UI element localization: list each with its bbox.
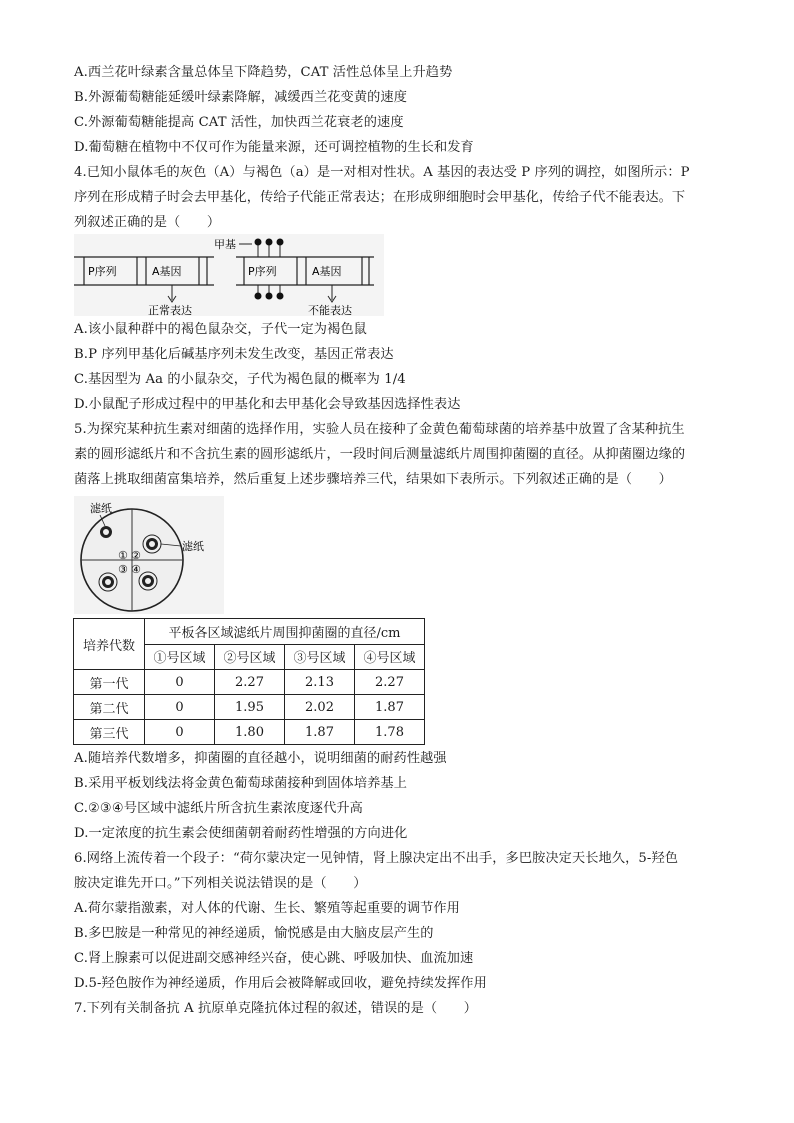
petri-dish-diagram [74,496,224,614]
table-row [74,670,425,695]
q5-stem-line-1: 5.为探究某种抗生素对细菌的选择作用，实验人员在接种了金黄色葡萄球菌的培养基中放置了含某种抗生 [74,422,685,437]
cell-value: 0 [145,670,215,695]
q7-stem: 7.下列有关制备抗 A 抗原单克隆抗体过程的叙述，错误的是（ ） [74,1001,478,1016]
filter-paper-label-top: 滤纸 [90,502,112,515]
q4-stem-line-2: 序列在形成精子时会去甲基化，传给子代能正常表达；在形成卵细胞时会甲基化，传给子代不能表达。下 [74,190,686,205]
cell-value: 1.87 [355,695,425,720]
cell-value: 2.27 [215,670,285,695]
q4-stem-line-1: 4.已知小鼠体毛的灰色（A）与褐色（a）是一对相对性状。A 基因的表达受 P 序列的调控，如图所示：P [74,165,690,180]
q6-stem-line-2: 胺决定谁先开口。”下列相关说法错误的是（ ） [74,876,367,891]
row-label: 第二代 [74,695,145,720]
q5-option-c: C.②③④号区域中滤纸片所含抗生素浓度逐代升高 [74,801,363,816]
q3-option-c: C.外源葡萄糖能提高 CAT 活性，加快西兰花衰老的速度 [74,115,404,130]
filter-paper-disc-1 [100,526,112,538]
inhibition-zone-table [73,618,425,745]
q6-option-c: C.肾上腺素可以促进副交感神经兴奋，使心跳、呼吸加快、血流加速 [74,951,474,966]
q5-option-b: B.采用平板划线法将金黄色葡萄球菌接种到固体培养基上 [74,776,407,791]
q3-option-a: A.西兰花叶绿素含量总体呈下降趋势，CAT 活性总体呈上升趋势 [74,65,453,80]
q4-option-d: D.小鼠配子形成过程中的甲基化和去甲基化会导致基因选择性表达 [74,397,461,412]
region-3-label: ③ [118,563,128,576]
cell-value: 0 [145,720,215,745]
methyl-label: 甲基 [214,238,236,251]
row-label: 第一代 [74,670,145,695]
q4-stem-line-3: 列叙述正确的是（ ） [74,215,221,230]
table-group-header: 平板各区域滤纸片周围抑菌圈的直径/cm [145,619,425,645]
cell-value: 1.80 [215,720,285,745]
cell-value: 2.02 [285,695,355,720]
cell-value: 1.87 [285,720,355,745]
a-gene-label-left: A基因 [152,265,182,278]
q5-stem-line-2: 素的圆形滤纸片和不含抗生素的圆形滤纸片，一段时间后测量滤纸片周围抑菌圈的直径。从抑菌圈边缘的 [74,447,686,462]
q5-option-d: D.一定浓度的抗生素会使细菌朝着耐药性增强的方向进化 [74,826,408,841]
filter-paper-label-right: 滤纸 [182,540,204,553]
q6-option-a: A.荷尔蒙指激素，对人体的代谢、生长、繁殖等起重要的调节作用 [74,901,460,916]
region-1-label: ① [118,549,128,562]
p-sequence-label-left: P序列 [88,265,117,278]
q6-stem-line-1: 6.网络上流传着一个段子：“荷尔蒙决定一见钟情，肾上腺决定出不出手，多巴胺决定天长地久，5-羟色 [74,851,679,866]
table-row-header: 培养代数 [74,619,145,670]
region-4-label: ④ [131,563,141,576]
a-gene-label-right: A基因 [312,265,342,278]
q3-option-b: B.外源葡萄糖能延缓叶绿素降解，减缓西兰花变黄的速度 [74,90,407,105]
q4-option-a: A.该小鼠种群中的褐色鼠杂交，子代一定为褐色鼠 [74,322,367,337]
normal-expression-label: 正常表达 [148,304,192,316]
not-expressed-label: 不能表达 [308,304,352,316]
q5-option-a: A.随培养代数增多，抑菌圈的直径越小，说明细菌的耐药性越强 [74,751,447,766]
cell-value: 2.27 [355,670,425,695]
table-row [74,695,425,720]
column-header-region-2: ②号区域 [215,644,285,670]
cell-value: 1.95 [215,695,285,720]
column-header-region-4: ④号区域 [355,644,425,670]
cell-value: 2.13 [285,670,355,695]
q6-option-d: D.5-羟色胺作为神经递质，作用后会被降解或回收，避免持续发挥作用 [74,976,487,991]
q6-option-b: B.多巴胺是一种常见的神经递质，愉悦感是由大脑皮层产生的 [74,926,434,941]
table-row [74,720,425,745]
cell-value: 0 [145,695,215,720]
column-header-region-1: ①号区域 [145,644,215,670]
p-sequence-label-right: P序列 [248,265,277,278]
q3-option-d: D.葡萄糖在植物中不仅可作为能量来源，还可调控植物的生长和发育 [74,140,474,155]
region-2-label: ② [131,549,141,562]
cell-value: 1.78 [355,720,425,745]
q5-stem-line-3: 菌落上挑取细菌富集培养，然后重复上述步骤培养三代，结果如下表所示。下列叙述正确的是（ ） [74,472,672,487]
column-header-region-3: ③号区域 [285,644,355,670]
methylation-diagram [74,234,384,316]
q4-option-b: B.P 序列甲基化后碱基序列未发生改变，基因正常表达 [74,347,394,362]
q4-option-c: C.基因型为 Aa 的小鼠杂交，子代为褐色鼠的概率为 1/4 [74,372,406,387]
row-label: 第三代 [74,720,145,745]
